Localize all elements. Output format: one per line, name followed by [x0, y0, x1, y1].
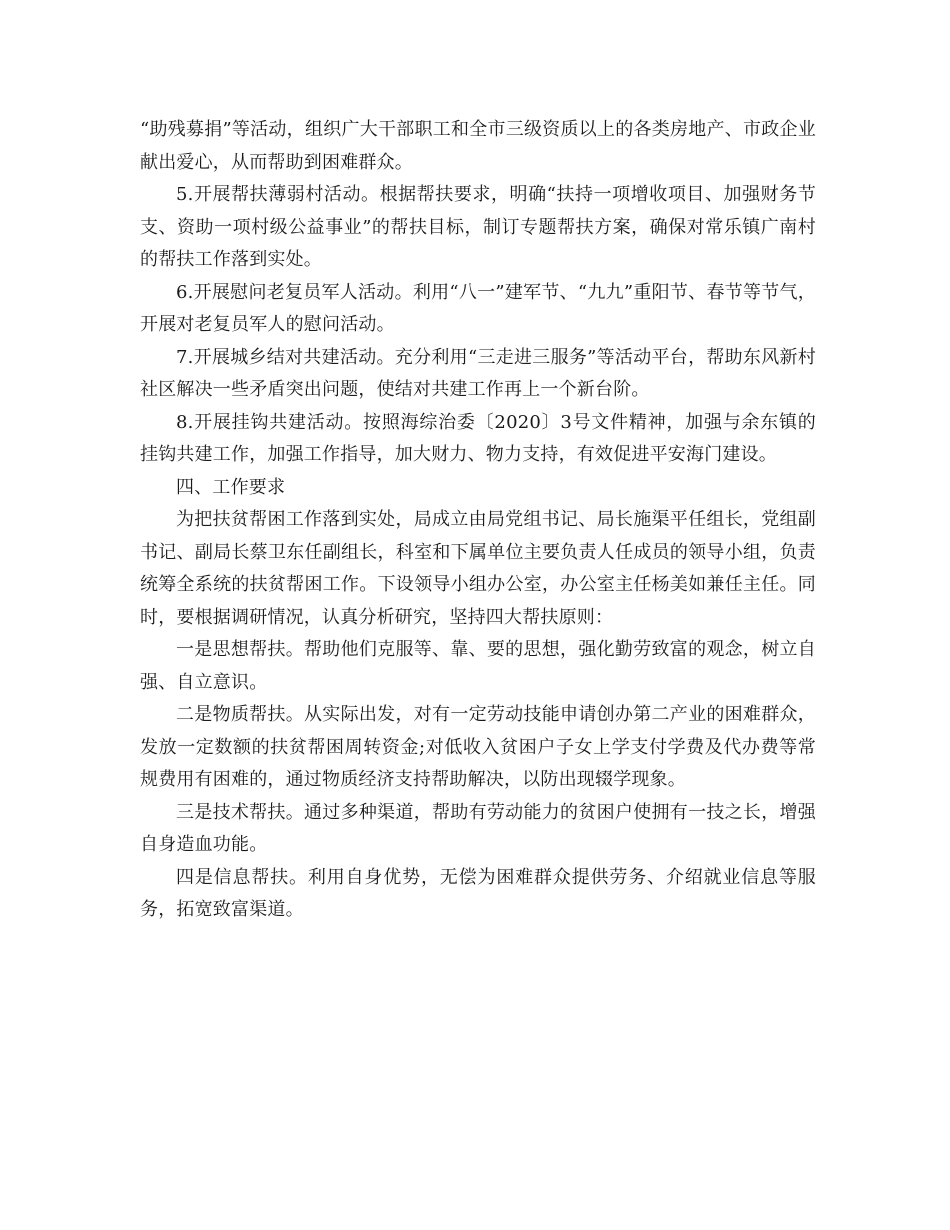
paragraph-item-6: 6.开展慰问老复员军人活动。利用“八一”建军节、“九九”重阳节、春节等节气，开展对老复员军人的慰问活动。 — [140, 281, 816, 335]
paragraph-leadership-group: 为把扶贫帮困工作落到实处，局成立由局党组书记、局长施渠平任组长，党组副书记、副局长蔡卫东任副组长，科室和下属单位主要负责人任成员的领导小组，负责统筹全系统的扶贫帮困工作。下设领导小组办公室，办公室主任杨美如兼任主任。同时，要根据调研情况，认真分析研究，坚持四大帮扶原则： — [140, 509, 816, 628]
paragraph-item-8: 8.开展挂钩共建活动。按照海综治委〔2020〕3号文件精神，加强与余东镇的挂钩共建工作，加强工作指导，加大财力、物力支持，有效促进平安海门建设。 — [140, 411, 816, 465]
paragraph-principle-2: 二是物质帮扶。从实际出发，对有一定劳动技能申请创办第二产业的困难群众，发放一定数额的扶贫帮困周转资金;对低收入贫困户子女上学支付学费及代办费等常规费用有困难的，通过物质经济支持帮助解决，以防出现辍学现象。 — [140, 704, 816, 790]
paragraph-principle-4: 四是信息帮扶。利用自身优势，无偿为困难群众提供劳务、介绍就业信息等服务，拓宽致富渠道。 — [140, 866, 816, 920]
document-body — [140, 114, 816, 927]
section-heading-requirements: 四、工作要求 — [176, 476, 286, 498]
paragraph-principle-1: 一是思想帮扶。帮助他们克服等、靠、要的思想，强化勤劳致富的观念，树立自强、自立意识。 — [140, 639, 816, 693]
paragraph-continuation: “助残募捐”等活动，组织广大干部职工和全市三级资质以上的各类房地产、市政企业献出爱心，从而帮助到困难群众。 — [140, 119, 816, 173]
paragraph-item-7: 7.开展城乡结对共建活动。充分利用“三走进三服务”等活动平台，帮助东风新村社区解决一些矛盾突出问题，使结对共建工作再上一个新台阶。 — [140, 346, 816, 400]
paragraph-item-5: 5.开展帮扶薄弱村活动。根据帮扶要求，明确“扶持一项增收项目、加强财务节支、资助一项村级公益事业”的帮扶目标，制订专题帮扶方案，确保对常乐镇广南村的帮扶工作落到实处。 — [140, 184, 816, 270]
paragraph-principle-3: 三是技术帮扶。通过多种渠道，帮助有劳动能力的贫困户使拥有一技之长，增强自身造血功能。 — [140, 801, 816, 855]
